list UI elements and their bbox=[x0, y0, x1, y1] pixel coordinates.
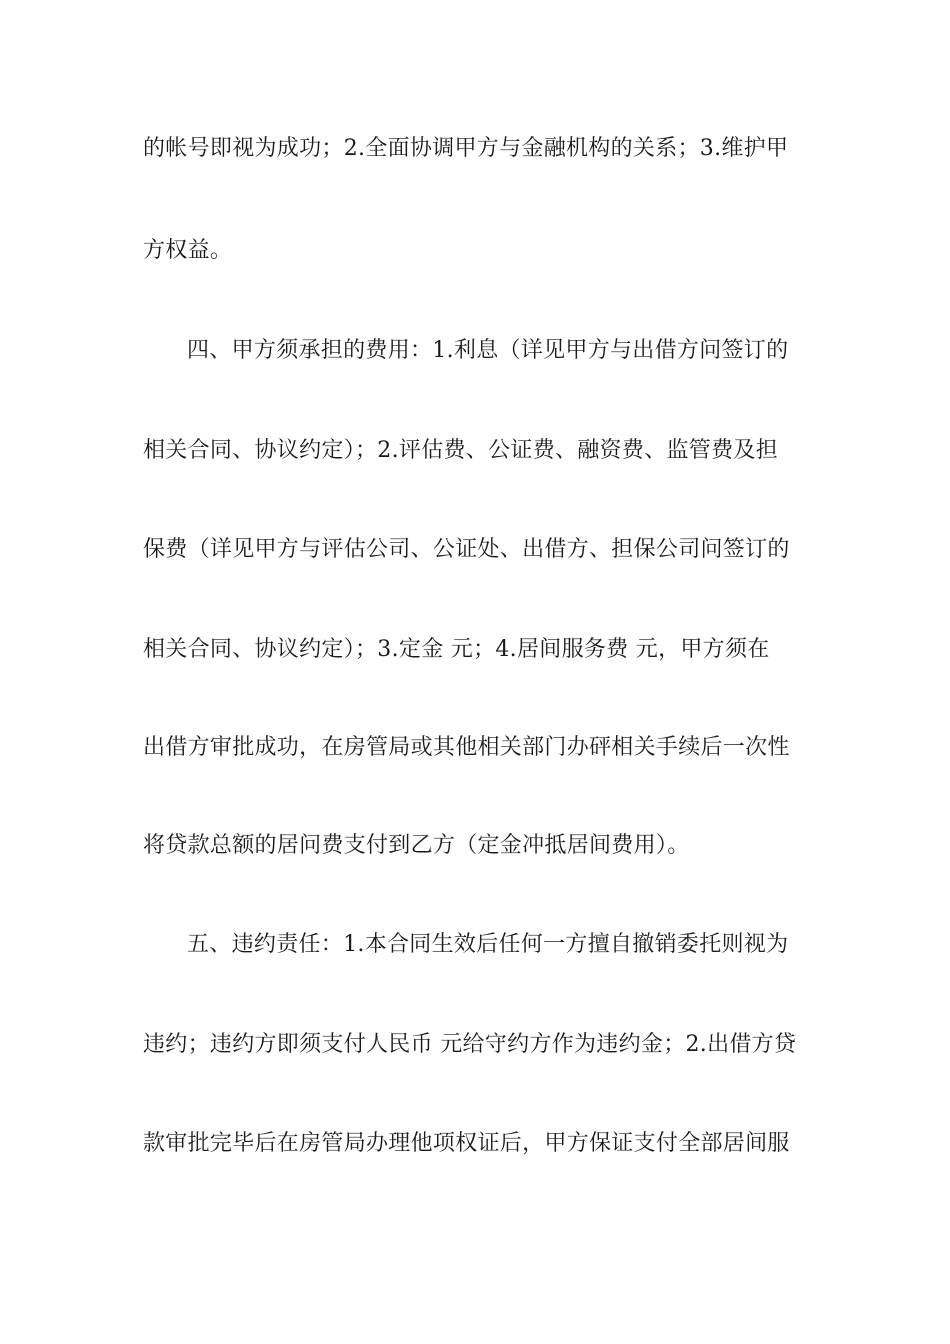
text-line: 保费（详见甲方与评估公司、公证处、出借方、担保公司问签订的 bbox=[143, 537, 790, 562]
text-line: 违约；违约方即须支付人民币 元给守约方作为违约金；2.出借方贷 bbox=[143, 1032, 797, 1057]
text-line: 款审批完毕后在房管局办理他项权证后，甲方保证支付全部居间服 bbox=[143, 1131, 790, 1156]
text-line: 将贷款总额的居问费支付到乙方（定金冲抵居间费用）。 bbox=[143, 833, 690, 858]
text-line: 方权益。 bbox=[143, 238, 233, 263]
text-line: 相关合同、协议约定）；3.定金 元；4.居间服务费 元，甲方须在 bbox=[143, 637, 770, 662]
text-line: 的帐号即视为成功；2.全面协调甲方与金融机构的关系；3.维护甲 bbox=[143, 136, 789, 161]
text-line: 相关合同、协议约定）；2.评估费、公证费、融资费、监管费及担 bbox=[143, 438, 778, 463]
section-five-heading-line: 五、违约责任：1.本合同生效后任何一方擅自撤销委托则视为 bbox=[187, 932, 789, 957]
text-line: 出借方审批成功，在房管局或其他相关部门办砰相关手续后一次性 bbox=[143, 735, 790, 760]
section-four-heading-line: 四、甲方须承担的费用：1.利息（详见甲方与出借方问签订的 bbox=[187, 338, 789, 363]
